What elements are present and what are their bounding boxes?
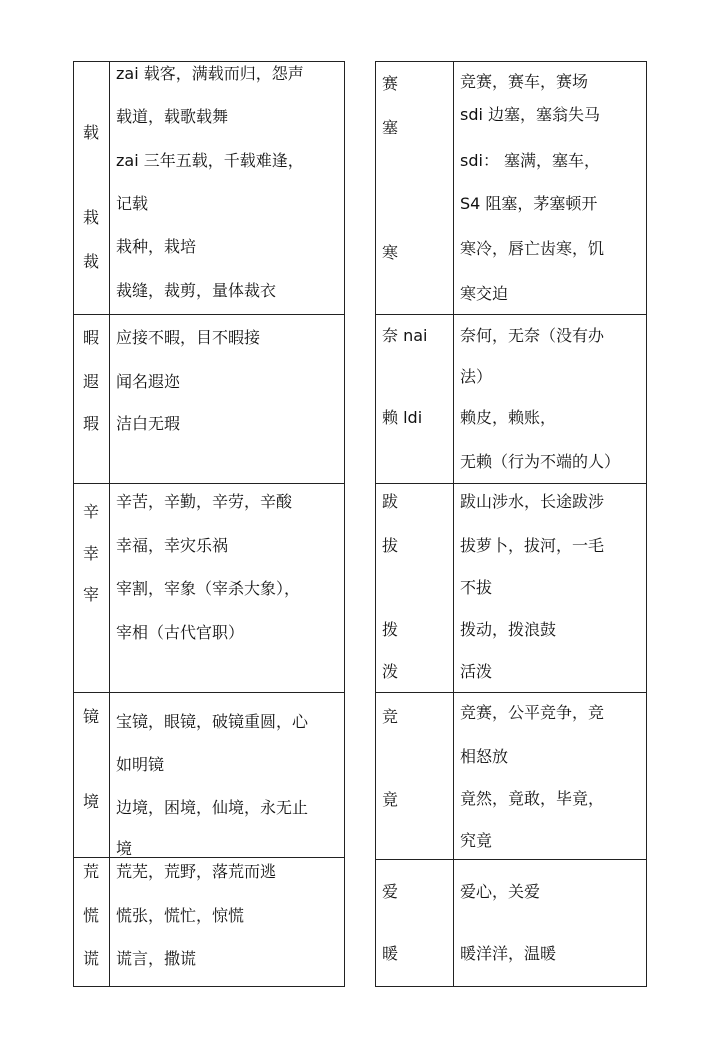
example-line: 拔萝卜，拔河，一毛 [460,536,605,555]
example-line: 裁缝，裁剪，量体裁衣 [116,281,277,300]
example-line: 竞赛，赛车，赛场 [460,72,589,91]
example-line: 暖洋洋，温暖 [460,944,557,963]
example-line: 荒芜，荒野，落荒而逃 [116,862,277,881]
example-line: 赖皮，赖账， [460,408,557,427]
row-divider [376,859,646,860]
row-divider [74,857,344,858]
example-line: 奈何，无奈（没有办 [460,326,605,345]
example-line: 记载 [116,194,149,213]
example-line: 相怒放 [460,747,509,766]
char-cell: 竞 [382,707,399,726]
example-line: sdi 边塞，塞翁失马 [460,105,601,124]
char-cell: 竟 [382,790,399,809]
example-line: 如明镜 [116,755,165,774]
char-cell: 荒 [83,862,100,881]
char-cell: 赖 ldi [382,408,423,427]
row-divider [376,314,646,315]
char-cell: 泼 [382,662,399,681]
example-line: 辛苦，辛勤，辛劳，辛酸 [116,492,293,511]
char-cell: 寒 [382,243,399,262]
char-cell: 镜 [83,707,100,726]
example-line: 宝镜，眼镜，破镜重圆，心 [116,712,309,731]
example-line: 竞赛，公平竞争，竞 [460,703,605,722]
example-line: 境 [116,839,133,858]
row-divider [376,483,646,484]
char-cell: 载 [83,123,100,142]
char-cell: 裁 [83,252,100,271]
example-line: 竟然，竟敢，毕竟， [460,789,605,808]
example-line: 宰割，宰象（宰杀大象）， [116,579,301,598]
example-line: 究竟 [460,831,493,850]
char-cell: 跋 [382,492,399,511]
char-cell: 宰 [83,585,100,604]
char-cell: 拨 [382,620,399,639]
row-divider [74,692,344,693]
row-divider [74,314,344,315]
example-line: 拨动，拨浪鼓 [460,620,557,639]
char-cell: 遐 [83,372,100,391]
column-divider [109,62,110,986]
example-line: 活泼 [460,662,493,681]
example-line: zai 载客，满载而归，怨声 [116,64,304,83]
char-cell: 拔 [382,536,399,555]
example-line: 幸福，幸灾乐祸 [116,536,229,555]
char-cell: 谎 [83,949,100,968]
char-cell: 塞 [382,118,399,137]
char-cell: 境 [83,792,100,811]
row-divider [376,692,646,693]
example-line: 不拔 [460,578,493,597]
char-cell: 瑕 [83,414,100,433]
example-line: 宰相（古代官职） [116,623,245,642]
char-cell: 栽 [83,208,100,227]
example-line: 栽种，栽培 [116,237,197,256]
example-line: 洁白无瑕 [116,414,181,433]
example-line: 跋山涉水，长途跋涉 [460,492,605,511]
example-line: 谎言，撒谎 [116,949,197,968]
example-line: 寒交迫 [460,284,509,303]
char-cell: 暖 [382,944,399,963]
char-cell: 辛 [83,502,100,521]
example-line: 应接不暇，目不暇接 [116,328,261,347]
char-cell: 赛 [382,74,399,93]
example-line: 闻名遐迩 [116,372,181,391]
example-line: S4 阻塞，茅塞顿开 [460,194,598,213]
example-line: 寒冷，唇亡齿寒，饥 [460,239,605,258]
example-line: 法） [460,367,493,386]
char-cell: 奈 nai [382,326,428,345]
right-table [375,61,647,987]
row-divider [74,483,344,484]
example-line: 载道，载歌载舞 [116,107,229,126]
example-line: sdi： 塞满，塞车， [460,151,601,170]
char-cell: 幸 [83,544,100,563]
example-line: 边境，困境，仙境，永无止 [116,798,309,817]
char-cell: 爱 [382,882,399,901]
char-cell: 慌 [83,906,100,925]
left-table [73,61,345,987]
example-line: zai 三年五载，千载难逢， [116,151,304,170]
example-line: 慌张，慌忙，惊慌 [116,906,245,925]
example-line: 爱心，关爱 [460,882,541,901]
column-divider [453,62,454,986]
char-cell: 暇 [83,328,100,347]
example-line: 无赖（行为不端的人） [460,452,621,471]
